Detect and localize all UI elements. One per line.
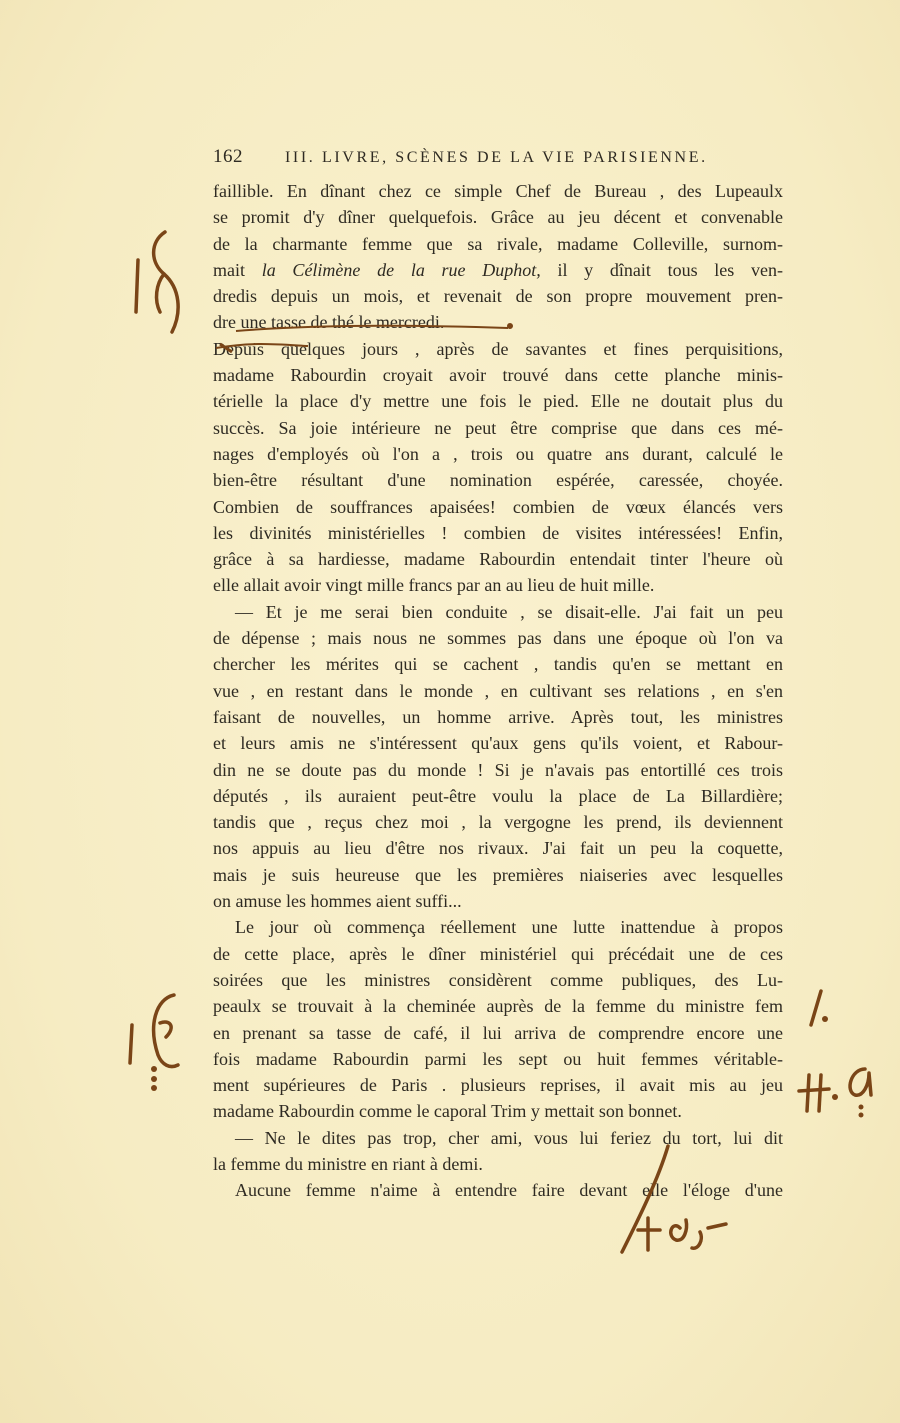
text-line: vue , en restant dans le monde , en cultivant ses relations , en s'en — [213, 680, 783, 701]
text-line: peaulx se trouvait à la cheminée auprès de la femme du ministre fem — [213, 996, 783, 1017]
text-line: de dépense ; mais nous ne sommes pas dans une époque où l'on va — [213, 628, 783, 649]
text-line: succès. Sa joie intérieure ne peut être comprise que dans ces mé- — [213, 417, 783, 438]
text-line: Depuis quelques jours , après de savantes et fines perquisitions, — [213, 338, 783, 359]
text-line: dre une tasse de thé le mercredi. — [213, 312, 445, 333]
text-line: — Ne le dites pas trop, cher ami, vous lui feriez du tort, lui dit — [235, 1127, 783, 1148]
text-line: et leurs amis ne s'intéressent qu'aux gens qu'ils voient, et Rabour- — [213, 733, 783, 754]
text-line: on amuse les hommes aient suffi... — [213, 891, 462, 912]
text-line: Aucune femme n'aime à entendre faire devant elle l'éloge d'une — [235, 1180, 783, 1201]
text-line — [213, 257, 783, 283]
running-title: III. LIVRE, SCÈNES DE LA VIE PARISIENNE. — [285, 149, 708, 166]
body-text — [213, 178, 783, 1204]
text-line: se promit d'y dîner quelquefois. Grâce au jeu décent et convenable — [213, 207, 783, 228]
text-run: il y dînait tous les ven- — [540, 259, 783, 280]
text-line: tandis que , reçus chez moi , la vergogne les prend, ils deviennent — [213, 812, 783, 833]
text-line: din ne se doute pas du monde ! Si je n'avais pas entortillé ces trois — [213, 759, 783, 780]
text-line: grâce à sa hardiesse, madame Rabourdin entendait tinter l'heure où — [213, 549, 783, 570]
text-line: faillible. En dînant chez ce simple Chef de Bureau , des Lupeaulx — [213, 181, 783, 201]
text-line: bien-être résultant d'une nomination espérée, caressée, choyée. — [213, 470, 783, 491]
margin-mark-left-bottom — [118, 985, 198, 1095]
text-line: — Et je me serai bien conduite , se disait-elle. J'ai fait un peu — [235, 601, 783, 622]
text-line: les divinités ministérielles ! combien de visites intéressées! Enfin, — [213, 522, 783, 543]
text-line: ment supérieures de Paris . plusieurs reprises, il avait mis au jeu — [213, 1075, 783, 1096]
text-line: madame Rabourdin comme le caporal Trim y mettait son bonnet. — [213, 1101, 682, 1122]
text-run: mait — [213, 259, 262, 280]
text-line: la femme du ministre en riant à demi. — [213, 1153, 483, 1174]
text-line: chercher les mérites qui se cachent , tandis qu'en se mettant en — [213, 654, 783, 675]
text-line: mais je suis heureuse que les premières niaiseries avec lesquelles — [213, 864, 783, 885]
text-line: madame Rabourdin croyait avoir trouvé dans cette planche minis- — [213, 365, 783, 386]
margin-mark-right-symbols — [795, 1055, 885, 1125]
running-header — [213, 146, 783, 172]
page-number: 162 — [213, 146, 243, 167]
text-line: fois madame Rabourdin parmi les sept ou huit femmes véritable- — [213, 1048, 783, 1069]
text-line: de cette place, après le dîner ministériel qui précédait une de ces — [213, 943, 783, 964]
text-line: nos appuis au lieu d'être nos rivaux. J'ai fait un peu la coquette, — [213, 838, 783, 859]
text-line: Le jour où commença réellement une lutte inattendue à propos — [235, 917, 783, 938]
italic-phrase: la Célimène de la rue Duphot, — [261, 259, 541, 280]
text-line: nages d'employés où l'on a , trois ou quatre ans durant, calculé le — [213, 443, 783, 464]
text-line: dredis depuis un mois, et revenait de son propre mouvement pren- — [213, 286, 783, 307]
text-line: Combien de souffrances apaisées! combien de vœux élancés vers — [213, 496, 783, 517]
margin-mark-left-top — [120, 222, 200, 342]
text-line: soirées que les ministres considèrent comme publiques, des Lu- — [213, 969, 783, 990]
text-line: térielle la place d'y mettre une fois le pied. Elle ne doutait plus du — [213, 391, 783, 412]
text-line: elle allait avoir vingt mille francs par an au lieu de huit mille. — [213, 575, 655, 596]
text-line: faisant de nouvelles, un homme arrive. Après tout, les ministres — [213, 706, 783, 727]
text-line: en prenant sa tasse de café, il lui arriva de comprendre encore une — [213, 1022, 783, 1043]
text-line: de la charmante femme que sa rivale, madame Colleville, surnom- — [213, 233, 783, 254]
text-line: députés , ils auraient peut-être voulu la place de La Billardière; — [213, 785, 783, 806]
margin-mark-right-slash — [795, 985, 845, 1035]
